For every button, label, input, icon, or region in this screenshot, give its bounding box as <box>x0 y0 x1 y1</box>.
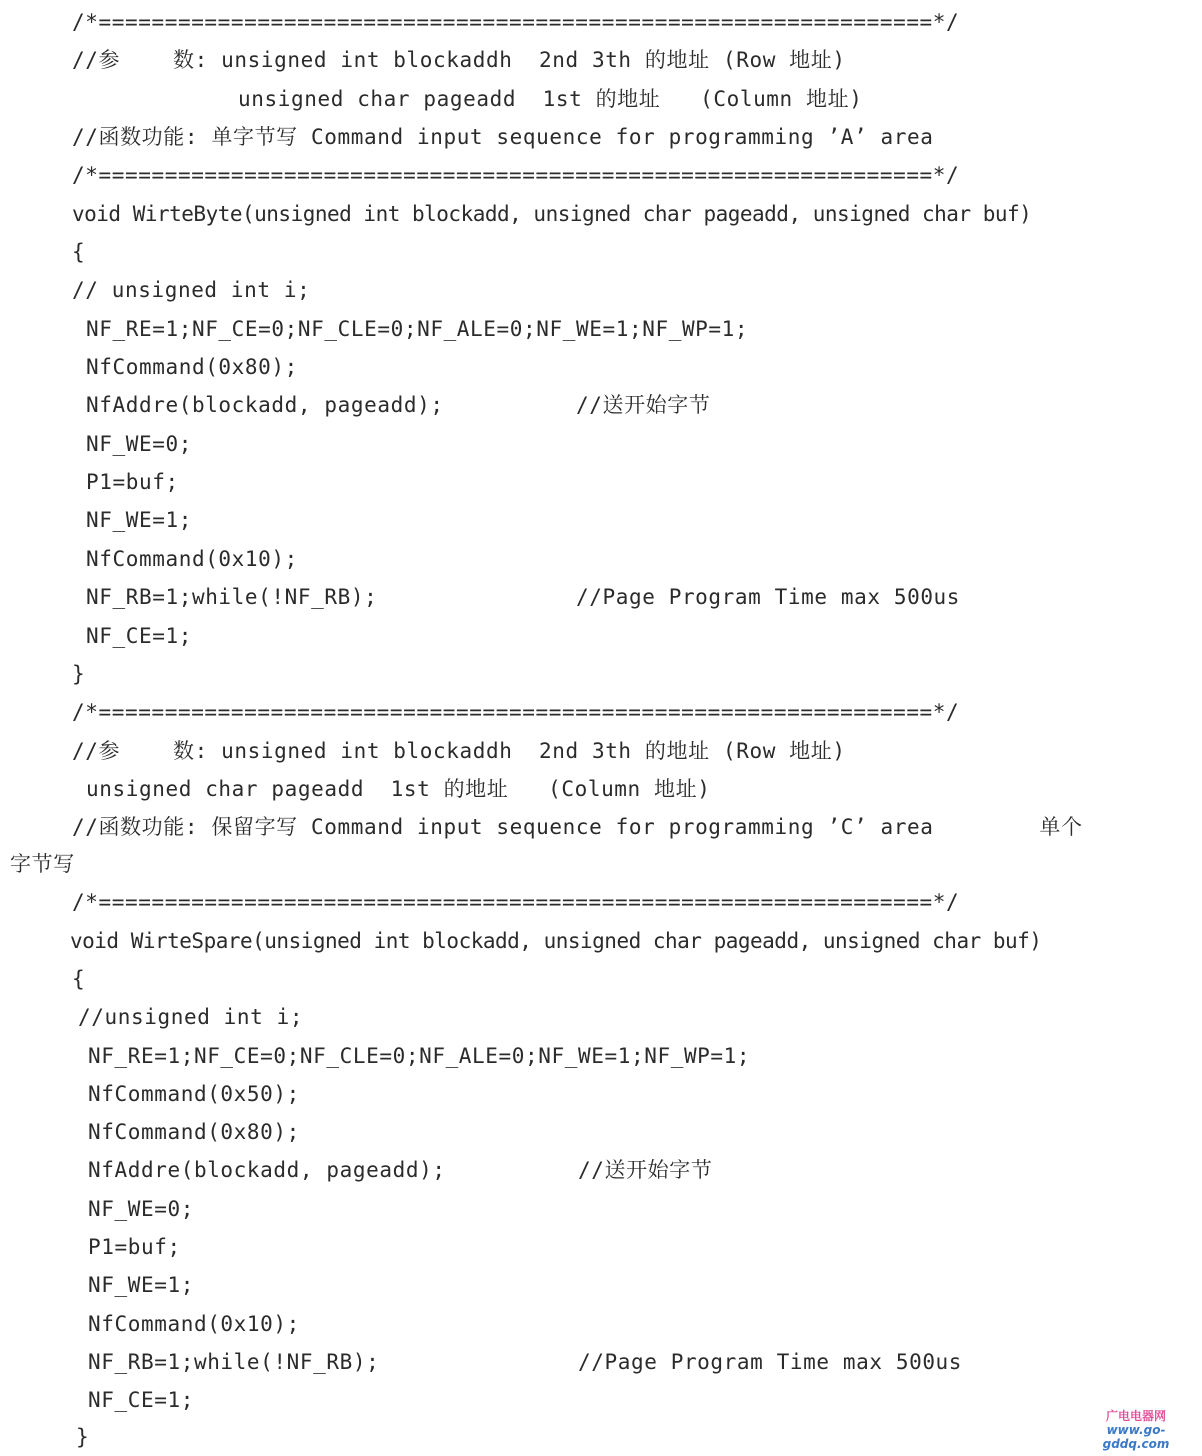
code-line: NfCommand(0x80); <box>88 1120 300 1144</box>
separator-line: /*===============================================================*/ <box>72 890 960 914</box>
brace-line: } <box>72 662 86 686</box>
separator-line: /*===============================================================*/ <box>72 163 960 187</box>
param-comment-line: unsigned char pageadd 1st 的地址 (Column 地址) <box>238 87 863 111</box>
separator-line: /*===============================================================*/ <box>72 10 960 34</box>
brace-line: } <box>76 1425 90 1449</box>
code-line: NF_RB=1;while(!NF_RB); //Page Program Time max 500us <box>86 585 961 609</box>
code-line: P1=buf; <box>88 1235 181 1259</box>
site-watermark <box>1076 1409 1196 1451</box>
brace-line: { <box>72 240 86 264</box>
separator-line: /*===============================================================*/ <box>72 700 960 724</box>
code-line: P1=buf; <box>86 470 179 494</box>
code-line: NfCommand(0x10); <box>86 547 298 571</box>
code-line: NF_WE=1; <box>88 1273 194 1297</box>
function-comment-line: //函数功能: 保留字写 Command input sequence for programming ’C’ area 单个 <box>72 815 1083 839</box>
code-line: NF_WE=0; <box>88 1197 194 1221</box>
code-line: NF_WE=1; <box>86 508 192 532</box>
code-line: NfAddre(blockadd, pageadd); //送开始字节 <box>88 1158 713 1182</box>
param-comment-line: unsigned char pageadd 1st 的地址 (Column 地址) <box>86 777 711 801</box>
code-line: NF_RE=1;NF_CE=0;NF_CLE=0;NF_ALE=0;NF_WE=1;NF_WP=1; <box>86 317 749 341</box>
code-line: NfAddre(blockadd, pageadd); //送开始字节 <box>86 393 711 417</box>
code-line: NF_CE=1; <box>86 624 192 648</box>
code-line: NF_RE=1;NF_CE=0;NF_CLE=0;NF_ALE=0;NF_WE=1;NF_WP=1; <box>88 1044 751 1068</box>
brace-line: { <box>72 967 86 991</box>
code-line: NfCommand(0x10); <box>88 1312 300 1336</box>
param-comment-line: //参 数: unsigned int blockaddh 2nd 3th 的地址 (Row 地址) <box>72 739 846 763</box>
function-signature-line: void WirteSpare(unsigned int blockadd, unsigned char pageadd, unsigned char buf) <box>70 929 1042 953</box>
code-line: NF_WE=0; <box>86 432 192 456</box>
code-line: NF_CE=1; <box>88 1388 194 1412</box>
code-line: NfCommand(0x80); <box>86 355 298 379</box>
watermark-url: www.go-gddq.com <box>1102 1423 1170 1451</box>
code-line: NF_RB=1;while(!NF_RB); //Page Program Time max 500us <box>88 1350 963 1374</box>
function-comment-line: //函数功能: 单字节写 Command input sequence for programming ’A’ area <box>72 125 934 149</box>
function-signature-line: void WirteByte(unsigned int blockadd, unsigned char pageadd, unsigned char buf) <box>72 202 1032 226</box>
function-comment-wrap-line: 字节写 <box>10 852 75 876</box>
code-line: // unsigned int i; <box>72 278 311 302</box>
code-line: NfCommand(0x50); <box>88 1082 300 1106</box>
param-comment-line: //参 数: unsigned int blockaddh 2nd 3th 的地址 (Row 地址) <box>72 48 846 72</box>
code-line: //unsigned int i; <box>78 1005 304 1029</box>
watermark-title: 广电电器网 <box>1105 1409 1166 1423</box>
